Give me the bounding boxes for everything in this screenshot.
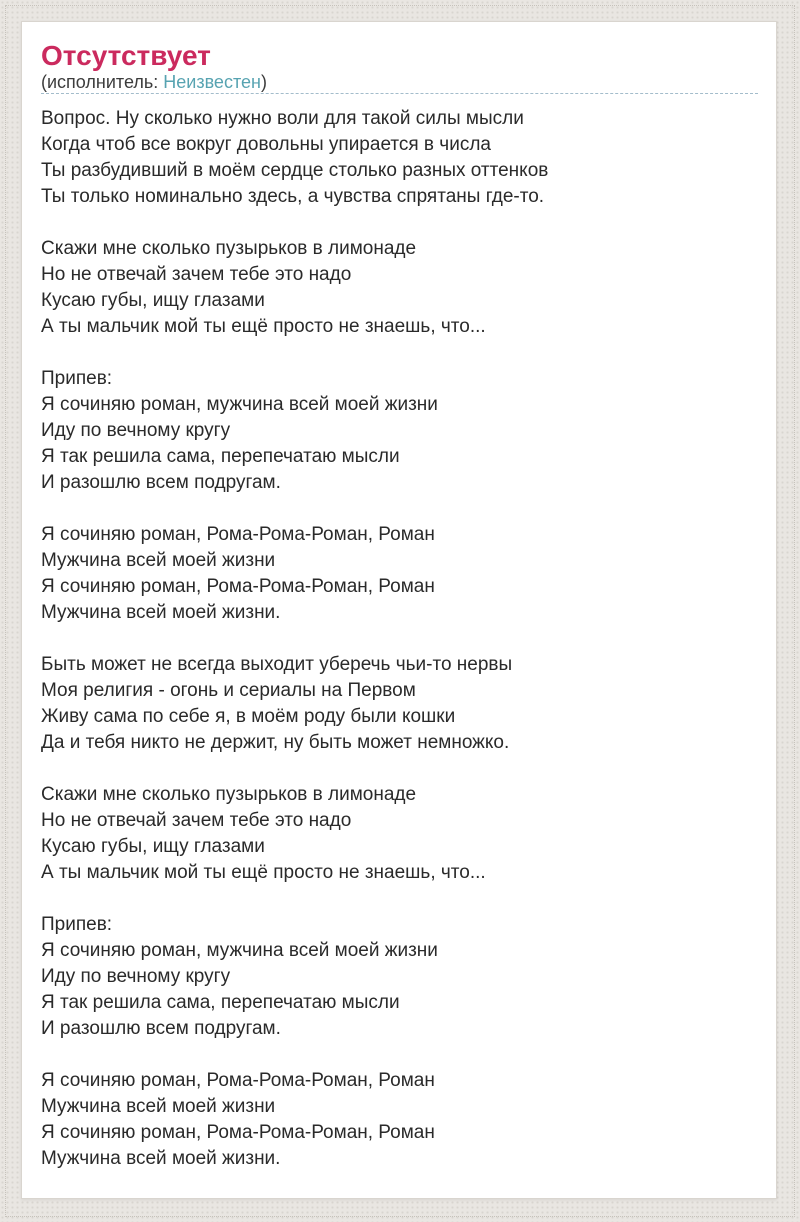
lyric-line: Кусаю губы, ищу глазами <box>41 836 265 857</box>
song-title: Отсутствует <box>41 40 211 71</box>
lyric-line: Мужчина всей моей жизни. <box>41 602 281 623</box>
artist-link[interactable]: Неизвестен <box>163 72 261 92</box>
lyric-line: Мужчина всей моей жизни. <box>41 1148 281 1169</box>
lyric-line: Мужчина всей моей жизни <box>41 550 276 571</box>
artist-prefix: (исполнитель: <box>41 72 164 92</box>
lyrics-card <box>21 21 777 1199</box>
lyric-line: Кусаю губы, ищу глазами <box>41 290 265 311</box>
lyric-line: Быть может не всегда выходит уберечь чьи-то нервы <box>41 654 513 675</box>
lyric-line: Я так решила сама, перепечатаю мысли <box>41 992 400 1013</box>
lyric-line: Я сочиняю роман, Рома-Рома-Роман, Роман <box>41 1070 435 1091</box>
lyric-line: Но не отвечай зачем тебе это надо <box>41 264 352 285</box>
lyric-line: Я так решила сама, перепечатаю мысли <box>41 446 400 467</box>
lyric-line: Мужчина всей моей жизни <box>41 1096 276 1117</box>
lyric-line: Скажи мне сколько пузырьков в лимонаде <box>41 784 417 805</box>
lyric-line: Но не отвечай зачем тебе это надо <box>41 810 352 831</box>
lyric-line: И разошлю всем подругам. <box>41 1018 281 1039</box>
lyric-line: А ты мальчик мой ты ещё просто не знаешь, что... <box>41 316 486 337</box>
lyric-line: Моя религия - огонь и сериалы на Первом <box>41 680 416 701</box>
stanza <box>41 106 758 210</box>
lyric-line: Ты только номинально здесь, а чувства спрятаны где-то. <box>41 186 545 207</box>
lyric-line: Иду по вечному кругу <box>41 966 231 987</box>
artist-line <box>41 72 758 94</box>
stanza <box>41 522 758 626</box>
lyric-line: Иду по вечному кругу <box>41 420 231 441</box>
lyrics-text <box>41 106 758 1172</box>
lyric-line: Живу сама по себе я, в моём роду были кошки <box>41 706 456 727</box>
song-header <box>41 40 758 94</box>
lyric-line: И разошлю всем подругам. <box>41 472 281 493</box>
lyric-line: Припев: <box>41 368 113 389</box>
lyric-line: А ты мальчик мой ты ещё просто не знаешь, что... <box>41 862 486 883</box>
stanza <box>41 782 758 886</box>
lyric-line: Я сочиняю роман, Рома-Рома-Роман, Роман <box>41 576 435 597</box>
stanza <box>41 912 758 1042</box>
lyric-line: Я сочиняю роман, мужчина всей моей жизни <box>41 940 438 961</box>
lyric-line: Да и тебя никто не держит, ну быть может немножко. <box>41 732 510 753</box>
stanza <box>41 652 758 756</box>
lyric-line: Скажи мне сколько пузырьков в лимонаде <box>41 238 417 259</box>
lyric-line: Когда чтоб все вокруг довольны упирается в числа <box>41 134 491 155</box>
lyric-line: Ты разбудивший в моём сердце столько разных оттенков <box>41 160 549 181</box>
lyric-line: Я сочиняю роман, мужчина всей моей жизни <box>41 394 438 415</box>
stanza <box>41 366 758 496</box>
lyric-line: Вопрос. Ну сколько нужно воли для такой силы мысли <box>41 108 524 129</box>
lyric-line: Припев: <box>41 914 113 935</box>
stanza <box>41 1068 758 1172</box>
stanza <box>41 236 758 340</box>
lyric-line: Я сочиняю роман, Рома-Рома-Роман, Роман <box>41 1122 435 1143</box>
artist-suffix: ) <box>260 72 267 92</box>
lyric-line: Я сочиняю роман, Рома-Рома-Роман, Роман <box>41 524 435 545</box>
